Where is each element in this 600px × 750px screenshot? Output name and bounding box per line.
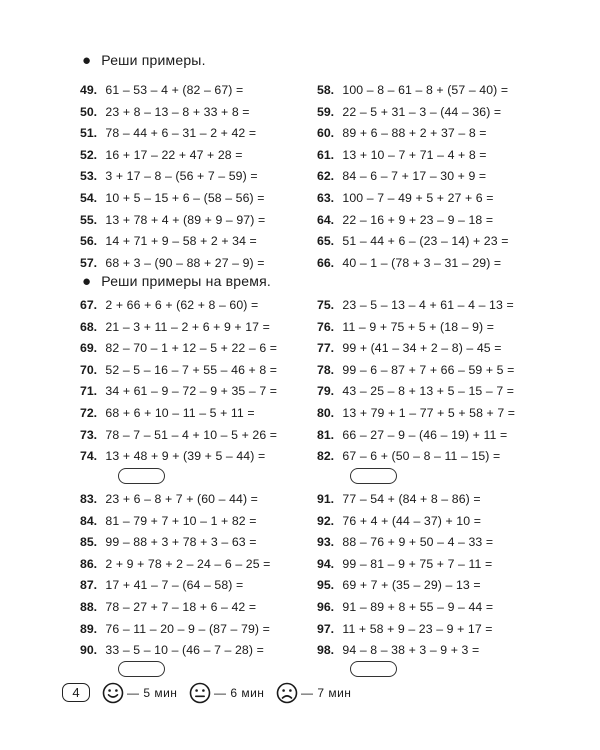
exercise-row <box>317 599 493 615</box>
exercise-number: 58. <box>317 83 335 97</box>
exercise-equation: 14 + 71 + 9 – 58 + 2 + 34 = <box>105 234 257 249</box>
exercise-row <box>80 556 270 572</box>
exercise-number: 55. <box>80 212 98 227</box>
exercise-row <box>317 233 508 249</box>
exercise-row <box>317 534 493 550</box>
exercise-number: 87. <box>80 578 98 593</box>
exercise-number: 51. <box>80 126 98 141</box>
exercise-number: 75. <box>317 298 335 312</box>
exercise-equation: 76 + 4 + (44 – 37) + 10 = <box>342 513 481 528</box>
exercise-row <box>317 577 481 593</box>
exercise-number: 54. <box>80 191 98 205</box>
exercise-equation: 40 – 1 – (78 + 3 – 31 – 29) = <box>342 255 502 270</box>
exercise-equation: 23 – 5 – 13 – 4 + 61 – 4 – 13 = <box>342 298 514 312</box>
time-answer-box[interactable] <box>118 468 165 484</box>
exercise-number: 80. <box>317 406 335 420</box>
exercise-equation: 22 – 16 + 9 + 23 – 9 – 18 = <box>342 212 494 227</box>
page-footer <box>62 678 532 706</box>
exercise-row <box>317 448 500 464</box>
time-answer-box[interactable] <box>350 468 397 484</box>
exercise-number: 59. <box>317 104 335 119</box>
exercise-row <box>80 82 243 98</box>
legend-text: — 6 мин <box>214 686 265 700</box>
exercise-equation: 99 + (41 – 34 + 2 – 8) – 45 = <box>342 341 502 356</box>
exercise-number: 65. <box>317 234 335 249</box>
exercise-equation: 43 – 25 – 8 + 13 + 5 – 15 – 7 = <box>342 384 515 399</box>
exercise-number: 57. <box>80 255 98 270</box>
exercise-row <box>317 556 492 572</box>
exercise-row <box>317 513 481 529</box>
exercise-number: 89. <box>80 621 98 636</box>
exercise-equation: 91 – 89 + 8 + 55 – 9 – 44 = <box>342 600 494 614</box>
exercise-equation: 78 – 27 + 7 – 18 + 6 – 42 = <box>105 600 257 614</box>
exercise-equation: 23 + 6 – 8 + 7 + (60 – 44) = <box>105 492 258 506</box>
exercise-row <box>317 255 501 271</box>
exercise-number: 56. <box>80 234 98 249</box>
exercise-equation: 17 + 41 – 7 – (64 – 58) = <box>105 578 244 593</box>
exercise-equation: 89 + 6 – 88 + 2 + 37 – 8 = <box>342 126 487 141</box>
exercise-row <box>317 383 514 399</box>
exercise-equation: 99 – 6 – 87 + 7 + 66 – 59 + 5 = <box>342 362 515 377</box>
legend-text: — 7 мин <box>301 686 352 700</box>
exercise-number: 69. <box>80 341 98 356</box>
exercise-row <box>80 427 277 443</box>
exercise-row <box>80 319 270 335</box>
exercise-number: 62. <box>317 169 335 184</box>
exercise-number: 50. <box>80 104 98 119</box>
exercise-equation: 69 + 7 + (35 – 29) – 13 = <box>342 578 481 593</box>
exercise-equation: 78 – 44 + 6 – 31 – 2 + 42 = <box>105 126 257 141</box>
exercise-equation: 99 – 88 + 3 + 78 + 3 – 63 = <box>105 535 257 550</box>
exercise-row <box>80 212 265 228</box>
exercise-number: 64. <box>317 212 335 227</box>
exercise-equation: 94 – 8 – 38 + 3 – 9 + 3 = <box>342 643 480 658</box>
exercise-equation: 76 – 11 – 20 – 9 – (87 – 79) = <box>105 621 270 636</box>
exercise-row <box>80 448 265 464</box>
exercise-equation: 61 – 53 – 4 + (82 – 67) = <box>105 83 244 97</box>
exercise-row <box>317 82 508 98</box>
section-2-title: Реши примеры на время. <box>101 273 271 289</box>
exercise-row <box>317 427 507 443</box>
exercise-row <box>80 190 265 206</box>
exercise-row <box>80 297 258 313</box>
time-answer-box[interactable] <box>118 661 165 677</box>
exercise-number: 66. <box>317 255 335 270</box>
exercise-number: 90. <box>80 643 98 658</box>
exercise-number: 49. <box>80 83 98 97</box>
exercise-equation: 78 – 7 – 51 – 4 + 10 – 5 + 26 = <box>105 427 278 442</box>
exercise-number: 82. <box>317 449 335 464</box>
exercise-row <box>80 255 265 271</box>
exercise-equation: 66 – 27 – 9 – (46 – 19) + 11 = <box>342 427 508 442</box>
exercise-row <box>80 491 258 507</box>
exercise-row <box>317 125 487 141</box>
exercise-equation: 84 – 6 – 7 + 17 – 30 + 9 = <box>342 169 487 184</box>
exercise-number: 96. <box>317 600 335 614</box>
exercise-equation: 21 – 3 + 11 – 2 + 6 + 9 + 17 = <box>105 319 270 334</box>
exercise-equation: 88 – 76 + 9 + 50 – 4 – 33 = <box>342 535 494 550</box>
time-answer-box[interactable] <box>350 661 397 677</box>
exercise-row <box>317 212 493 228</box>
exercise-number: 70. <box>80 362 98 377</box>
exercise-equation: 22 – 5 + 31 – 3 – (44 – 36) = <box>342 104 502 119</box>
exercise-number: 60. <box>317 126 335 141</box>
exercise-row <box>80 621 270 637</box>
exercise-equation: 100 – 7 – 49 + 5 + 27 + 6 = <box>342 191 494 205</box>
legend-item-7-min <box>276 682 351 704</box>
exercise-equation: 68 + 3 – (90 – 88 + 27 – 9) = <box>105 255 265 270</box>
exercise-number: 76. <box>317 319 335 334</box>
exercise-equation: 11 – 9 + 75 + 5 + (18 – 9) = <box>342 319 495 334</box>
exercise-equation: 13 + 78 + 4 + (89 + 9 – 97) = <box>105 212 266 227</box>
exercise-number: 73. <box>80 427 98 442</box>
exercise-equation: 100 – 8 – 61 – 8 + (57 – 40) = <box>342 83 509 97</box>
exercise-equation: 52 – 5 – 16 – 7 + 55 – 46 + 8 = <box>105 362 278 377</box>
exercise-number: 53. <box>80 169 98 184</box>
exercise-equation: 81 – 79 + 7 + 10 – 1 + 82 = <box>105 513 257 528</box>
exercise-number: 94. <box>317 556 335 571</box>
exercise-number: 68. <box>80 319 98 334</box>
exercise-number: 84. <box>80 513 98 528</box>
bullet-icon: ● <box>82 52 92 69</box>
exercise-number: 83. <box>80 492 98 506</box>
exercise-row <box>317 190 494 206</box>
exercise-equation: 82 – 70 – 1 + 12 – 5 + 22 – 6 = <box>105 341 278 356</box>
exercise-row <box>317 168 486 184</box>
exercise-row <box>317 362 514 378</box>
exercise-row <box>80 513 257 529</box>
exercise-row <box>80 340 277 356</box>
sad-face-icon <box>276 682 298 704</box>
exercise-number: 77. <box>317 341 335 356</box>
exercise-row <box>80 534 257 550</box>
section-2-heading <box>82 273 271 290</box>
exercise-row <box>80 405 255 421</box>
exercise-number: 91. <box>317 492 335 506</box>
exercise-number: 95. <box>317 578 335 593</box>
exercise-row <box>317 491 481 507</box>
exercise-number: 81. <box>317 427 335 442</box>
exercise-row <box>80 599 256 615</box>
exercise-number: 67. <box>80 298 98 312</box>
exercise-row <box>80 104 250 120</box>
exercise-equation: 68 + 6 + 10 – 11 – 5 + 11 = <box>105 406 255 420</box>
exercise-equation: 16 + 17 – 22 + 47 + 28 = <box>105 147 243 162</box>
exercise-row <box>317 642 479 658</box>
exercise-number: 88. <box>80 600 98 614</box>
exercise-number: 85. <box>80 535 98 550</box>
exercise-number: 63. <box>317 191 335 205</box>
exercise-row <box>317 319 494 335</box>
exercise-equation: 34 + 61 – 9 – 72 – 9 + 35 – 7 = <box>105 384 278 399</box>
exercise-row <box>80 642 264 658</box>
legend-item-6-min <box>189 682 264 704</box>
happy-face-icon <box>102 682 124 704</box>
exercise-equation: 13 + 79 + 1 – 77 + 5 + 58 + 7 = <box>342 406 516 420</box>
exercise-row <box>317 340 502 356</box>
section-1-heading <box>82 52 206 69</box>
exercise-equation: 33 – 5 – 10 – (46 – 7 – 28) = <box>105 643 264 658</box>
exercise-row <box>80 362 277 378</box>
bullet-icon: ● <box>82 273 92 290</box>
exercise-number: 78. <box>317 362 335 377</box>
exercise-row <box>317 297 514 313</box>
exercise-equation: 2 + 9 + 78 + 2 – 24 – 6 – 25 = <box>105 556 271 571</box>
legend-text: — 5 мин <box>127 686 178 700</box>
exercise-number: 52. <box>80 147 98 162</box>
exercise-number: 61. <box>317 147 335 162</box>
exercise-row <box>317 147 487 163</box>
exercise-equation: 99 – 81 – 9 + 75 + 7 – 11 = <box>342 556 493 571</box>
exercise-equation: 11 + 58 + 9 – 23 – 9 + 17 = <box>342 621 493 636</box>
exercise-equation: 13 + 10 – 7 + 71 – 4 + 8 = <box>342 147 487 162</box>
exercise-equation: 67 – 6 + (50 – 8 – 11 – 15) = <box>342 449 501 464</box>
exercise-equation: 51 – 44 + 6 – (23 – 14) + 23 = <box>342 234 509 249</box>
exercise-number: 98. <box>317 643 335 658</box>
exercise-equation: 23 + 8 – 13 – 8 + 33 + 8 = <box>105 104 250 119</box>
exercise-equation: 13 + 48 + 9 + (39 + 5 – 44) = <box>105 449 266 464</box>
exercise-row <box>80 383 277 399</box>
exercise-row <box>80 147 243 163</box>
exercise-equation: 2 + 66 + 6 + (62 + 8 – 60) = <box>105 298 259 312</box>
section-1-title: Реши примеры. <box>101 52 206 68</box>
exercise-row <box>317 405 515 421</box>
page-number: 4 <box>62 683 90 702</box>
exercise-row <box>80 577 243 593</box>
neutral-face-icon <box>189 682 211 704</box>
exercise-row <box>317 621 493 637</box>
exercise-equation: 77 – 54 + (84 + 8 – 86) = <box>342 492 481 506</box>
exercise-number: 74. <box>80 449 98 464</box>
exercise-number: 93. <box>317 535 335 550</box>
exercise-row <box>80 168 258 184</box>
exercise-number: 72. <box>80 406 98 420</box>
exercise-number: 86. <box>80 556 98 571</box>
exercise-row <box>317 104 501 120</box>
exercise-number: 79. <box>317 384 335 399</box>
exercise-equation: 10 + 5 – 15 + 6 – (58 – 56) = <box>105 191 265 205</box>
exercise-number: 71. <box>80 384 98 399</box>
exercise-equation: 3 + 17 – 8 – (56 + 7 – 59) = <box>105 169 258 184</box>
exercise-row <box>80 233 257 249</box>
exercise-number: 97. <box>317 621 335 636</box>
legend-item-5-min <box>102 682 177 704</box>
exercise-row <box>80 125 256 141</box>
exercise-number: 92. <box>317 513 335 528</box>
